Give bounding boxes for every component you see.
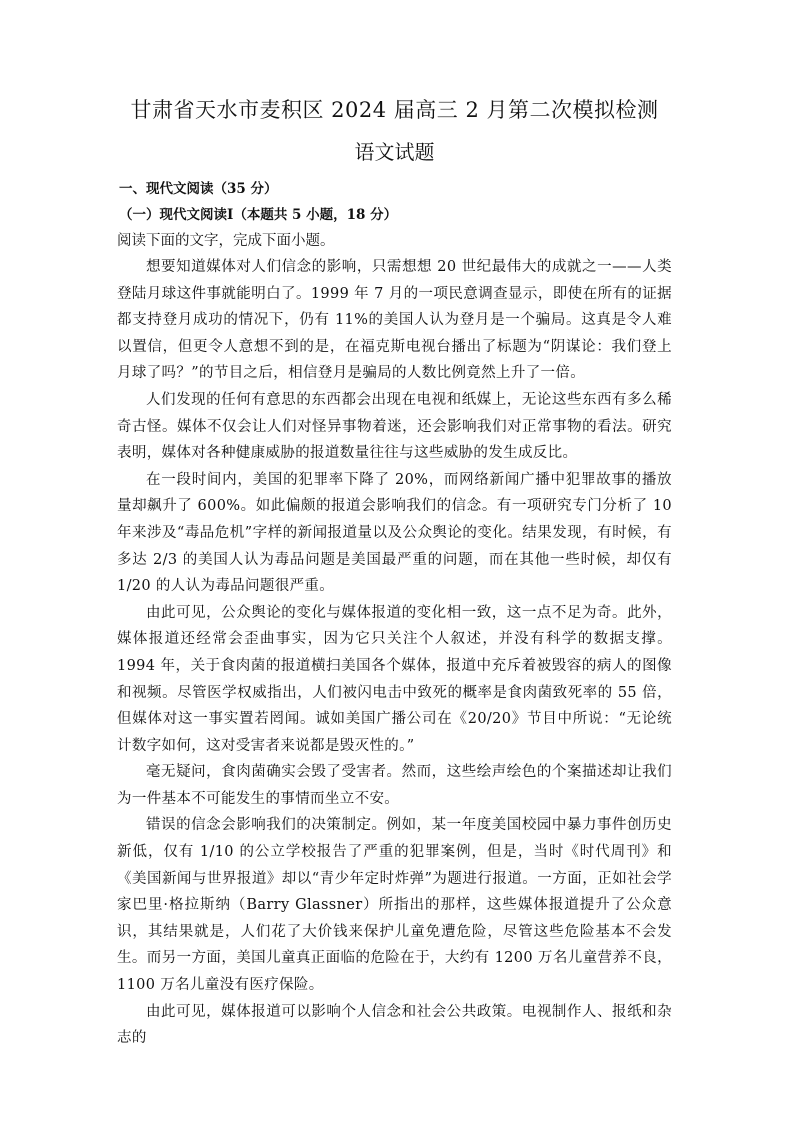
reading-instruction: 阅读下面的文字，完成下面小题。 [117,233,335,249]
body-paragraph-2: 人们发现的任何有意思的东西都会出现在电视和纸媒上，无论这些东西有多么稀奇古怪。媒体不仅会让人们对怪异事物着迷，还会影响我们对正常事物的看法。研究表明，媒体对各种健康威胁的报道数量往往与这些威胁的发生成反比。 [117,391,672,462]
document-subtitle: 语文试题 [354,140,435,164]
body-paragraph-6: 错误的信念会影响我们的决策制定。例如，某一年度美国校园中暴力事件创历史新低，仅有 1/10 的公立学校报告了严重的犯罪案例，但是，当时《时代周刊》和《美国新闻与世界报道》却以“青少年定时炸弹”为题进行报道。一方面，正如社会学家巴里·格拉斯纳（Barry Glassner）所指出的那样，这些媒体报道提升了公众意识，其结果就是，人们花了大价钱来保护儿童免遭危险，尽管这些危险基本不会发生。而另一方面，美国儿童真正面临的危险在于，大约有 1200 万名儿童营养不良，1100 万名儿童没有医疗保险。 [117,817,672,994]
body-paragraph-4: 由此可见，公众舆论的变化与媒体报道的变化相一致，这一点不足为奇。此外，媒体报道还经常会歪曲事实，因为它只关注个人叙述，并没有科学的数据支撑。1994 年，关于食肉菌的报道横扫美国各个媒体，报道中充斥着被毁容的病人的图像和视频。尽管医学权威指出，人们被闪电击中致死的概率是食肉菌致死率的 55 倍，但媒体对这一事实置若罔闻。诚如美国广播公司在《20/20》节目中所说：“无论统计数字如何，这对受害者来说都是毁灭性的。” [117,604,672,754]
body-paragraph-5: 毫无疑问，食肉菌确实会毁了受害者。然而，这些绘声绘色的个案描述却让我们为一件基本不可能发生的事情而坐立不安。 [117,764,672,807]
body-paragraph-1: 想要知道媒体对人们信念的影响，只需想想 20 世纪最伟大的成就之一——人类登陆月球这件事就能明白了。1999 年 7 月的一项民意调查显示，即使在所有的证据都支持登月成功的情况下，仍有 11%的美国人认为登月是一个骗局。这真是令人难以置信，但更令人意想不到的是，在福克斯电视台播出了标题为“阴谋论：我们登上月球了吗？”的节目之后，相信登月是骗局的人数比例竟然上升了一倍。 [117,259,672,382]
body-paragraph-3: 在一段时间内，美国的犯罪率下降了 20%，而网络新闻广播中犯罪故事的播放量却飙升了 600%。如此偏颇的报道会影响我们的信念。有一项研究专门分析了 10 年来涉及“毒品危机”字样的新闻报道量以及公众舆论的变化。结果发现，有时候，有多达 2/3 的美国人认为毒品问题是美国最严重的问题，而在其他一些时候，却仅有 1/20 的人认为毒品问题很严重。 [117,471,672,595]
document-title: 甘肃省天水市麦积区 2024 届高三 2 月第二次模拟检测 [130,98,659,122]
section-heading: 一、现代文阅读（35 分） [119,181,278,197]
body-paragraph-7: 由此可见，媒体报道可以影响个人信念和社会公共政策。电视制作人、报纸和杂志的 [117,1003,672,1047]
subsection-heading: （一）现代文阅读Ⅰ（本题共 5 小题，18 分） [119,207,398,223]
